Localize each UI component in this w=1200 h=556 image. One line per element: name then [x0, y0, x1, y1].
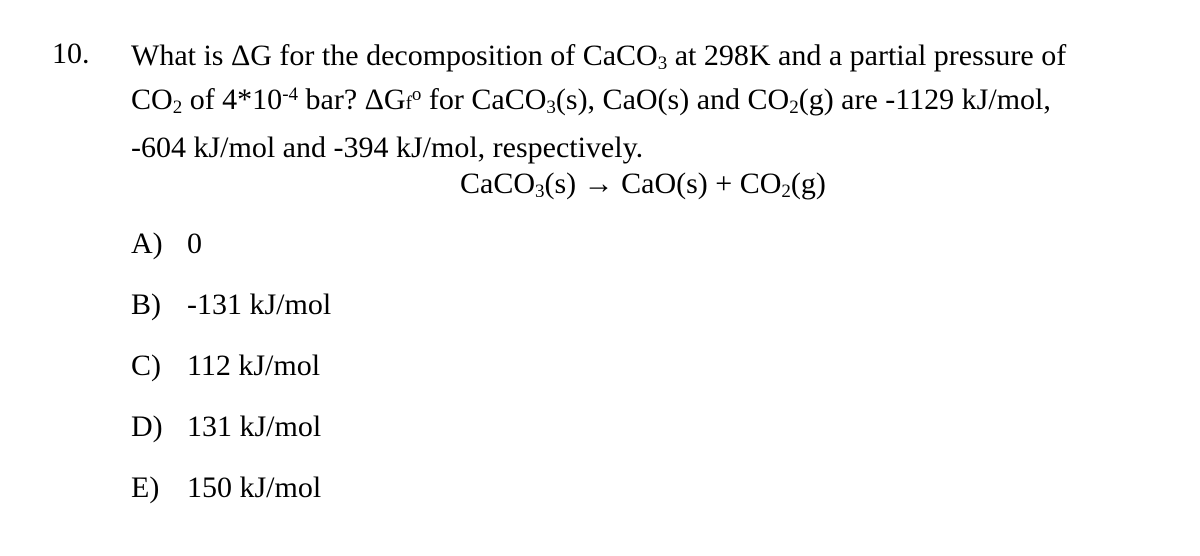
choice-a[interactable]	[131, 222, 331, 283]
choice-text: -131 kJ/mol	[187, 288, 332, 321]
choice-b[interactable]	[131, 283, 331, 344]
question-line-2: $CO_2$ of $4*10^{-4}$ bar? ΔGf$^o$ for CaCO$_3$(s), CaO(s) and $CO_2(g)$ are -1129 kJ/mol,	[131, 83, 1051, 118]
choice-d[interactable]	[131, 405, 331, 466]
question-line-1: What is ΔG for the decomposition of CaCO$_3$ at 298K and a partial pressure of	[131, 39, 1067, 74]
choice-letter: C)	[131, 349, 161, 382]
question-number: 10.	[52, 37, 90, 70]
question-stem	[131, 34, 1181, 170]
choice-text: 0	[187, 227, 202, 260]
question-line-3: -604 kJ/mol and -394 kJ/mol, respectively.	[131, 131, 644, 164]
choice-text: 112 kJ/mol	[187, 349, 321, 382]
choice-letter: E)	[131, 471, 160, 504]
choice-e[interactable]	[131, 466, 331, 527]
choice-c[interactable]	[131, 344, 331, 405]
choice-letter: D)	[131, 410, 163, 443]
choice-text: 150 kJ/mol	[187, 471, 322, 504]
choice-letter: A)	[131, 227, 163, 260]
choice-text: 131 kJ/mol	[187, 410, 322, 443]
reaction-arrow-icon: →	[583, 167, 614, 200]
reaction-equation: CaCO$_3$(s) → $CaO(s) + CO_2(g)$	[460, 167, 826, 202]
choice-letter: B)	[131, 288, 161, 321]
answer-choices	[131, 222, 331, 527]
